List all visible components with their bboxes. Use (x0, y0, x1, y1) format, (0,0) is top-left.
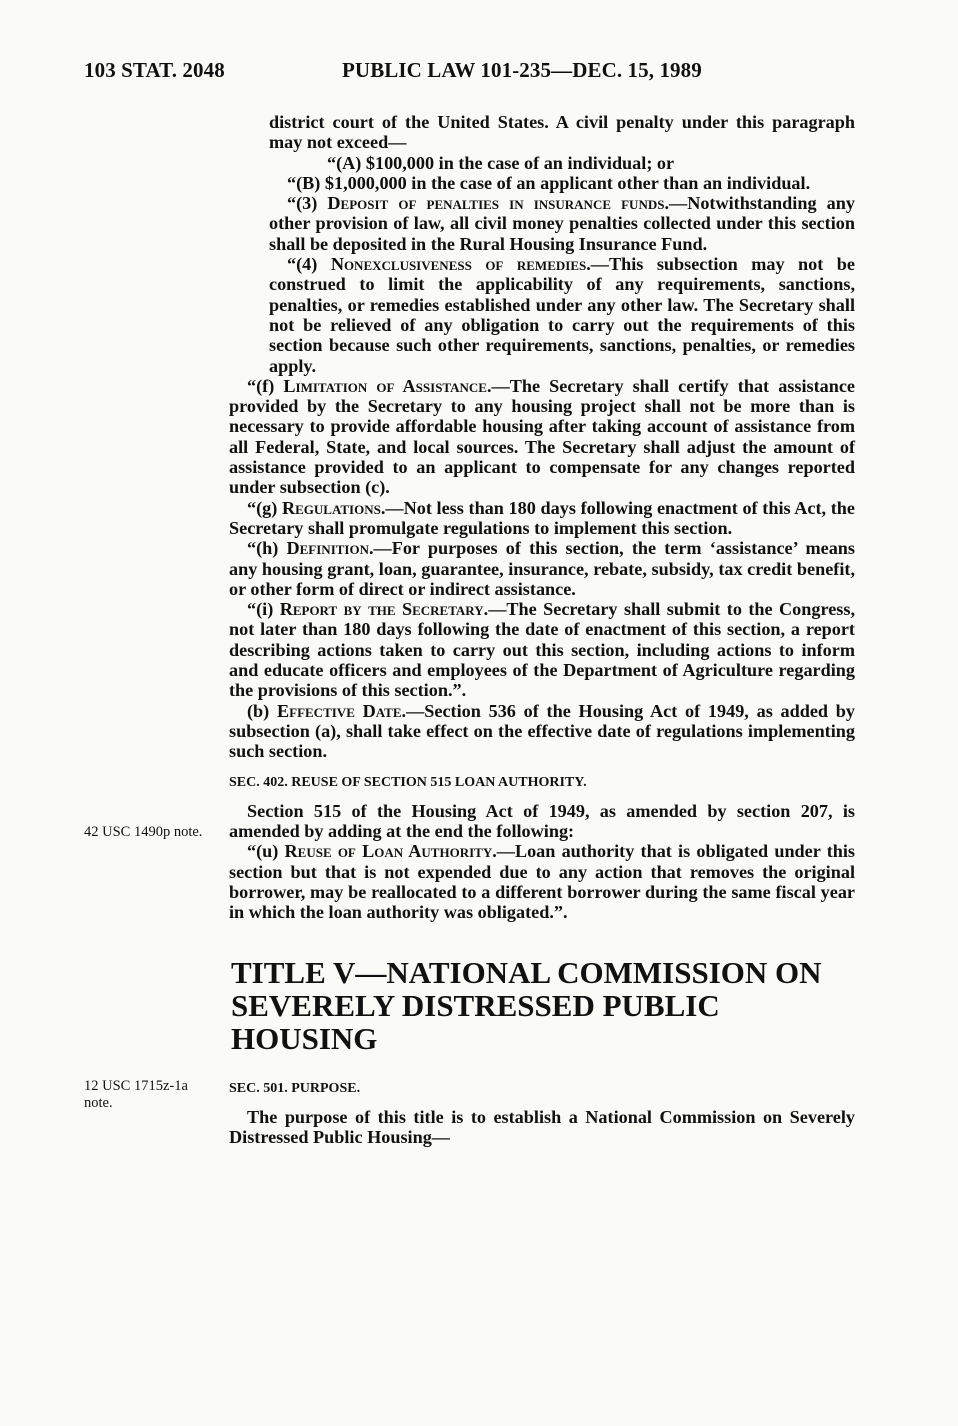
paragraph-i-report (229, 599, 855, 700)
margin-note-usc-1715z: 12 USC 1715z-1a note. (84, 1078, 188, 1111)
paragraph-heading: Effective Date. (277, 700, 407, 721)
public-law-reference: PUBLIC LAW 101-235—DEC. 15, 1989 (342, 58, 702, 82)
paragraph-text: —For purposes of this section, the term ‘assistance’ means any housing grant, loan, guarantee, insurance, rebate, subsidy, tax credit benefit, or other form of direct or indirect assistance. (229, 538, 855, 599)
paragraph-text: —Loan authority that is obligated under this section but that is not expended due to any action that removes the original borrower, may be reallocated to a different borrower during the same fiscal year in which the loan authority was obligated.”. (229, 841, 855, 923)
paragraph-heading: Limitation of Assistance. (283, 375, 492, 396)
stat-reference: 103 STAT. 2048 (84, 58, 225, 82)
paragraph-h-definition (229, 538, 855, 599)
section-501-text: The purpose of this title is to establish a National Commission on Severely Distressed Public Housing— (229, 1106, 855, 1148)
paragraph-text: —This subsection may not be construed to limit the applicability of any requirements, sanctions, penalties, or remedies established under any other law. The Secretary shall not be relieved of any obligation to carry out the requirements of this section because such other requirements, sanctions, penalties, or remedies apply. (269, 254, 855, 376)
paragraph-b-effective-date (229, 701, 855, 762)
paragraph-number: “(i) (247, 599, 280, 620)
paragraph-number: “(4) (287, 254, 331, 275)
document-body (229, 112, 855, 1147)
paragraph-u-reuse (229, 841, 855, 922)
paragraph-number: (b) (247, 700, 277, 721)
paragraph-a-individual: “(A) $100,000 in the case of an individual; or (327, 152, 675, 173)
paragraph-heading: Deposit of penalties in insurance funds. (327, 193, 669, 214)
paragraph-text: —The Secretary shall certify that assistance provided by the Secretary to any housing project shall not be more than is necessary to provide affordable housing after taking account of assistance from all Federal, State, and local sources. The Secretary shall adjust the amount of assistance provided to an applicant to compensate for any changes reported under subsection (c). (229, 375, 855, 498)
paragraph-heading: Nonexclusiveness of remedies. (330, 254, 591, 275)
paragraph-text: —Section 536 of the Housing Act of 1949, as added by subsection (a), shall take effect on the effective date of regulations implementing such section. (229, 700, 856, 762)
section-501-heading: SEC. 501. PURPOSE. (229, 1080, 361, 1096)
paragraph-heading: Definition. (286, 538, 374, 559)
paragraph-number: “(3) (287, 193, 328, 214)
paragraph-heading: Reuse of Loan Authority. (284, 841, 497, 862)
paragraph-text: —Notwithstanding any other provision of law, all civil money penalties collected under this section shall be deposited in the Rural Housing Insurance Fund. (269, 193, 855, 254)
margin-note-usc-1490p: 42 USC 1490p note. (84, 824, 203, 840)
paragraph-text: —Not less than 180 days following enactment of this Act, the Secretary shall promulgate regulations to implement this section. (229, 497, 855, 538)
paragraph-g-regulations (229, 498, 855, 539)
paragraph-number: “(f) (247, 375, 284, 396)
paragraph-b-applicant: “(B) $1,000,000 in the case of an applicant other than an individual. (287, 172, 811, 193)
title-v-block (229, 956, 855, 1055)
paragraph-number: “(u) (247, 841, 285, 862)
title-v-heading: TITLE V—NATIONAL COMMISSION ON SEVERELY DISTRESSED PUBLIC HOUSING (231, 954, 822, 1056)
paragraph-heading: Regulations. (281, 497, 386, 518)
paragraph-number: “(g) (247, 497, 282, 518)
paragraph-heading: Report by the Secretary. (279, 599, 489, 620)
paragraph-4-nonexclusiveness (229, 254, 855, 376)
section-402-text: Section 515 of the Housing Act of 1949, as amended by section 207, is amended by adding at the end the following: (229, 800, 855, 842)
paragraph-civil-penalty: district court of the United States. A civil penalty under this paragraph may not exceed— (269, 112, 855, 153)
paragraph-3-deposit (229, 193, 855, 254)
paragraph-f-limitation (229, 376, 855, 498)
section-402-heading: SEC. 402. REUSE OF SECTION 515 LOAN AUTHORITY. (229, 774, 587, 790)
paragraph-number: “(h) (247, 538, 287, 559)
paragraph-text: —The Secretary shall submit to the Congress, not later than 180 days following the date of enactment of this section, a report describing actions taken to carry out this section, including actions to inform and educate officers and employees of the Department of Agriculture regarding the provisions of this section.”. (229, 599, 856, 701)
